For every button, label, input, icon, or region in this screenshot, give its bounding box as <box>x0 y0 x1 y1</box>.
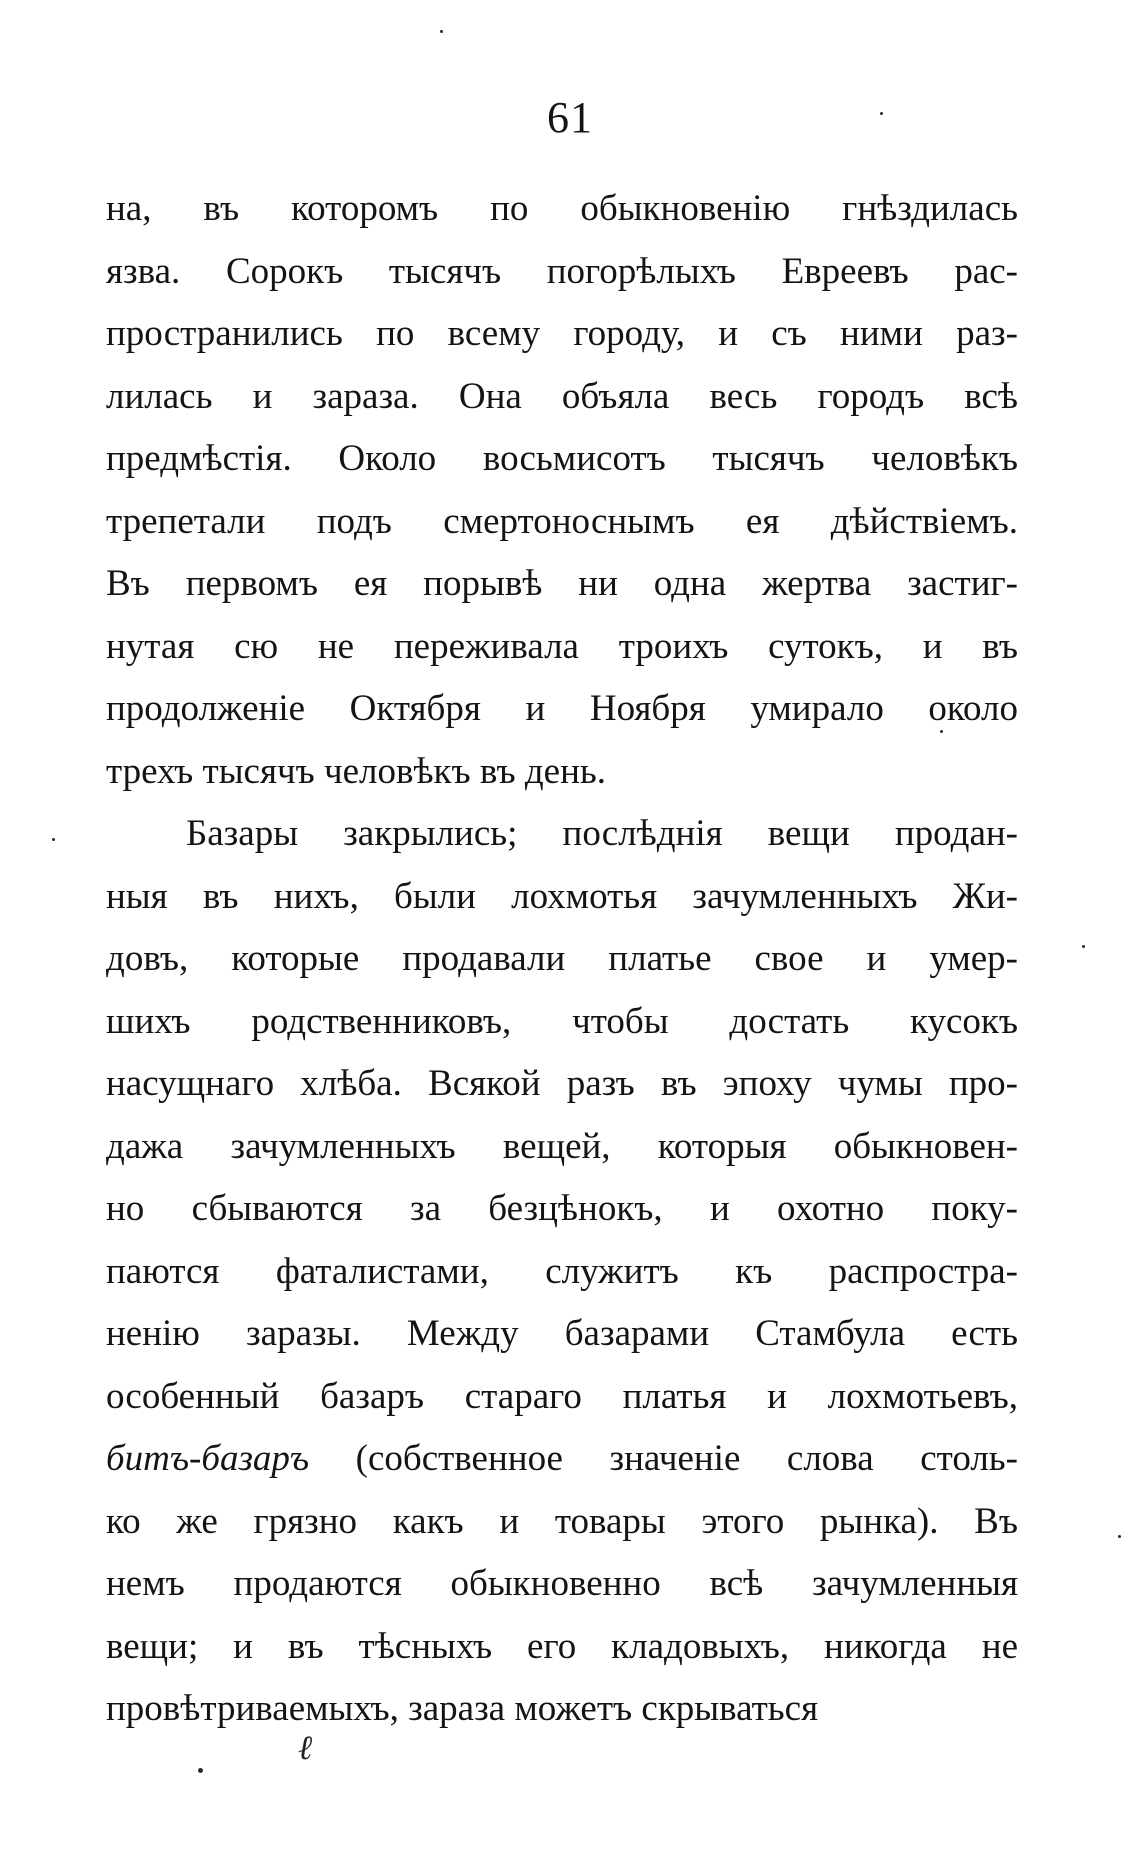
scan-speck <box>1118 1535 1121 1538</box>
text-line: паются фаталистами, служитъ къ распростра- <box>106 1250 1018 1292</box>
text-line: насущнаго хлѣба. Всякой разъ въ эпоху чумы про- <box>106 1063 1018 1104</box>
text-line: особенный базаръ стараго платья и лохмотьевъ, <box>106 1375 1018 1417</box>
text-line: ко же грязно какъ и товары этого рынка). Въ <box>106 1500 1018 1542</box>
page-number: 61 <box>547 93 593 142</box>
text-line: лилась и зараза. Она объяла весь городъ всѣ <box>106 375 1018 417</box>
scan-speck <box>440 30 443 33</box>
text-line: трепетали подъ смертоноснымъ ея дѣйствіемъ. <box>106 500 1018 542</box>
text-line: провѣтриваемыхъ, зараза можетъ скрываться <box>106 1688 819 1729</box>
scan-speck <box>880 112 883 115</box>
italic-term: битъ-базаръ <box>106 1438 310 1479</box>
ink-mark: ℓ <box>298 1730 313 1767</box>
paragraph-end-line: трехъ тысячъ человѣкъ въ день. <box>106 750 607 792</box>
scan-speck <box>198 1768 203 1773</box>
text-line: дажа зачумленныхъ вещей, которыя обыкновен- <box>106 1125 1018 1167</box>
text-line: но сбываются за безцѣнокъ, и охотно поку- <box>106 1188 1018 1229</box>
text-line: довъ, которые продавали платье свое и умер- <box>106 938 1018 979</box>
text-line: Въ первомъ ея порывѣ ни одна жертва застиг- <box>106 563 1018 604</box>
scan-speck <box>1082 945 1085 948</box>
text-line: ненію заразы. Между базарами Стамбула есть <box>106 1313 1018 1354</box>
text-line: предмѣстія. Около восьмисотъ тысячъ человѣкъ <box>106 438 1018 479</box>
text-line-rest: (собственное значеніе слова столь- <box>309 1438 1018 1479</box>
scan-speck <box>52 838 55 841</box>
text-line: нутая сю не переживала троихъ сутокъ, и въ <box>106 625 1018 667</box>
paragraph-start-line: Базары закрылись; послѣднія вещи продан- <box>186 813 1018 854</box>
text-line-with-italic <box>106 1428 1018 1491</box>
text-line: шихъ родственниковъ, чтобы достать кусокъ <box>106 1000 1018 1042</box>
scan-speck <box>940 730 943 733</box>
text-line: вещи; и въ тѣсныхъ его кладовыхъ, никогда не <box>106 1625 1018 1667</box>
text-line: на, въ которомъ по обыкновенію гнѣздилась <box>106 188 1018 229</box>
body-text <box>106 178 1018 1741</box>
text-line: пространились по всему городу, и съ ними раз- <box>106 313 1018 354</box>
text-line: ныя въ нихъ, были лохмотья зачумленныхъ Жи- <box>106 875 1018 917</box>
text-line: продолженіе Октября и Ноября умирало около <box>106 688 1018 729</box>
text-line: язва. Сорокъ тысячъ погорѣлыхъ Евреевъ рас- <box>106 250 1018 292</box>
text-line: немъ продаются обыкновенно всѣ зачумленныя <box>106 1563 1018 1604</box>
